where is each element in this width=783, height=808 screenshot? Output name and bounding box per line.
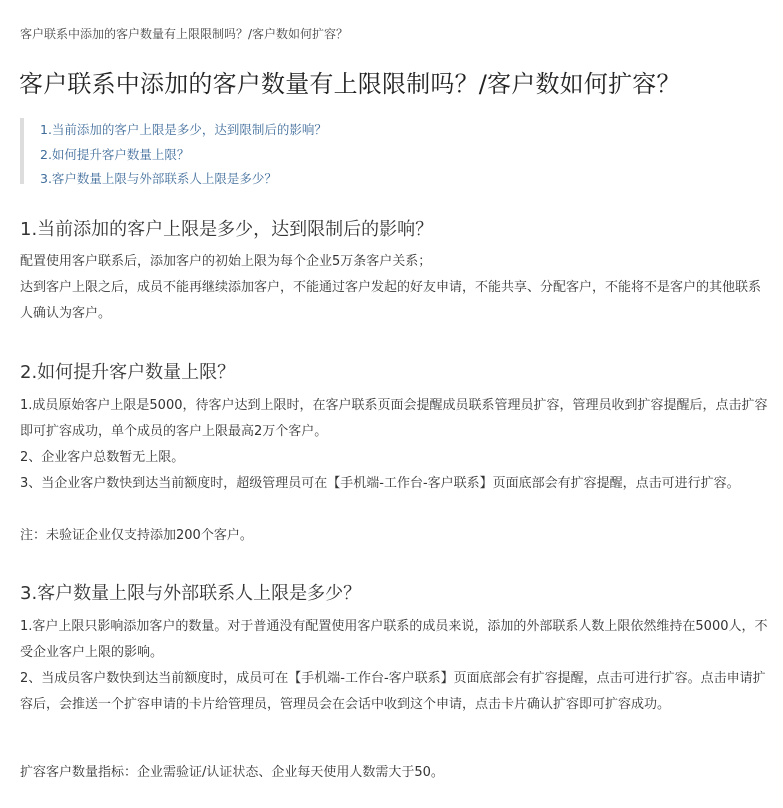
- section-heading-1: 1.当前添加的客户上限是多少，达到限制后的影响？: [20, 219, 434, 240]
- section-3-paragraph-2: 2、当成员客户数快到达当前额度时，成员可在【手机端-工作台-客户联系】页面底部会有扩容提醒，点击可进行扩容。点击申请扩容后，会推送一个扩容申请的卡片给管理员，管理员会在会话中收到这个申请，点击卡片确认扩容即可扩容成功。: [20, 671, 766, 712]
- toc-link-3[interactable]: 3.客户数量上限与外部联系人上限是多少？: [40, 171, 277, 186]
- toc-link-1[interactable]: 1.当前添加的客户上限是多少，达到限制后的影响？: [40, 122, 327, 137]
- section-2-paragraph-2: 2、企业客户总数暂无上限。: [20, 450, 185, 465]
- section-heading-3: 3.客户数量上限与外部联系人上限是多少？: [20, 583, 362, 604]
- section-heading-2: 2.如何提升客户数量上限？: [20, 362, 236, 383]
- section-3-paragraph-3: 扩容客户数量指标：企业需验证/认证状态、企业每天使用人数需大于50。: [20, 765, 444, 780]
- breadcrumb: 客户联系中添加的客户数量有上限限制吗？/客户数如何扩容？: [20, 27, 349, 41]
- table-of-contents: [20, 118, 327, 184]
- page-title: 客户联系中添加的客户数量有上限限制吗？/客户数如何扩容？: [19, 70, 681, 98]
- toc-link-2[interactable]: 2.如何提升客户数量上限？: [40, 146, 190, 162]
- section-2-paragraph-1: 1.成员原始客户上限是5000，待客户达到上限时，在客户联系页面会提醒成员联系管理员扩容，管理员收到扩容提醒后，点击扩容即可扩容成功，单个成员的客户上限最高2万个客户。: [20, 398, 768, 439]
- section-2-paragraph-3: 3、当企业客户数快到达当前额度时，超级管理员可在【手机端-工作台-客户联系】页面底部会有扩容提醒，点击可进行扩容。: [20, 476, 740, 491]
- section-2-paragraph-4: 注：未验证企业仅支持添加200个客户。: [20, 528, 253, 543]
- section-3-paragraph-1: 1.客户上限只影响添加客户的数量。对于普通没有配置使用客户联系的成员来说，添加的外部联系人数上限依然维持在5000人，不受企业客户上限的影响。: [20, 619, 768, 660]
- section-1-paragraph-2: 达到客户上限之后，成员不能再继续添加客户，不能通过客户发起的好友申请，不能共享、分配客户，不能将不是客户的其他联系人确认为客户。: [20, 280, 762, 321]
- section-1-paragraph-1: 配置使用客户联系后，添加客户的初始上限为每个企业5万条客户关系；: [20, 254, 432, 269]
